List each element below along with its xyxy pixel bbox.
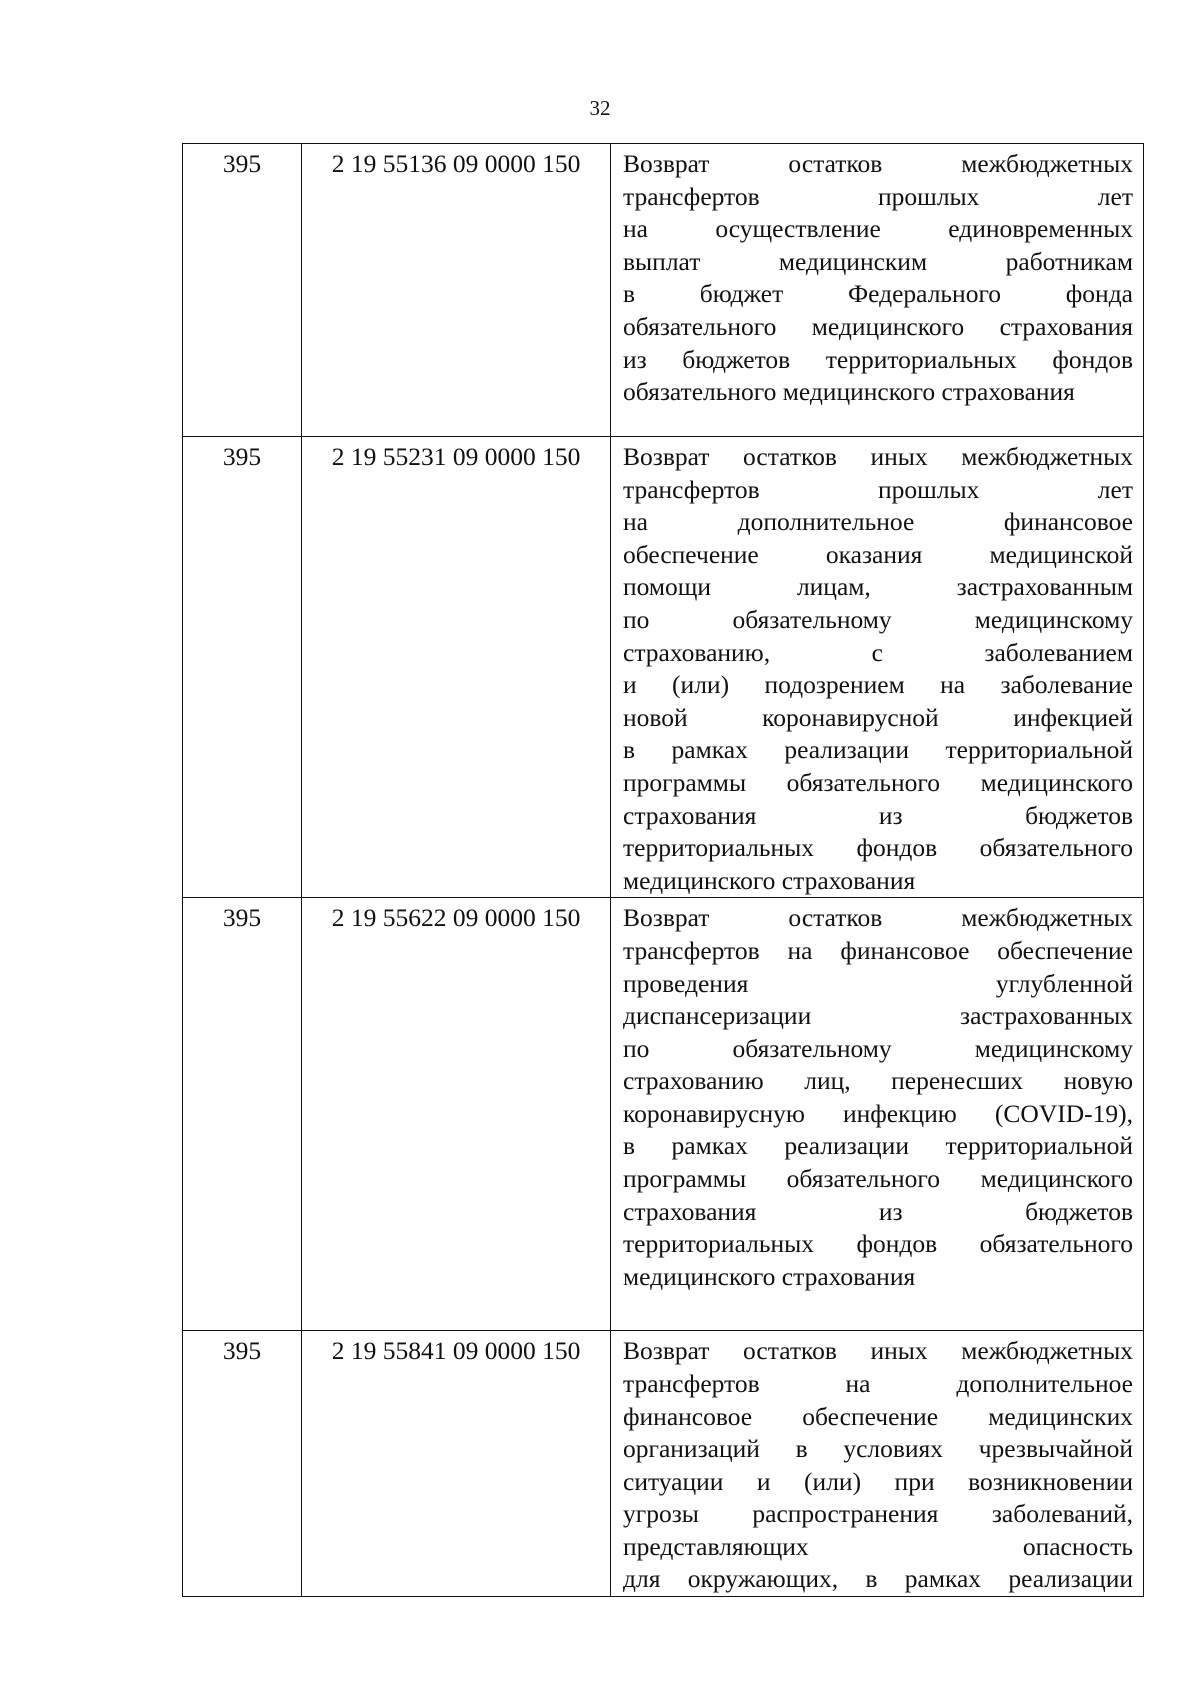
description-line: по обязательному медицинскому <box>623 1033 1133 1063</box>
description-line: трансфертов на дополнительное <box>623 1368 1133 1398</box>
budget-code-cell: 2 19 55136 09 0000 150 <box>302 144 611 437</box>
description-line: в рамках реализации территориальной <box>623 735 1133 765</box>
table-row <box>183 144 1144 437</box>
description-line: трансфертов прошлых лет <box>623 181 1133 211</box>
description-line: обязательного медицинского страхования <box>623 311 1133 341</box>
description-line: страхованию, с заболеванием <box>623 637 1133 667</box>
description-line: территориальных фондов обязательного <box>623 1229 1133 1259</box>
description-line: по обязательному медицинскому <box>623 604 1133 634</box>
description-line: коронавирусную инфекцию (COVID-19), <box>623 1098 1133 1128</box>
description-line: на осуществление единовременных <box>623 214 1133 244</box>
description-line: обеспечение оказания медицинской <box>623 539 1133 569</box>
description-line: помощи лицам, застрахованным <box>623 572 1133 602</box>
description-line: из бюджетов территориальных фондов <box>623 344 1133 374</box>
budget-code-cell: 2 19 55841 09 0000 150 <box>302 1331 611 1597</box>
description-line: на дополнительное финансовое <box>623 507 1133 537</box>
description-line: медицинского страхования <box>623 1261 916 1291</box>
budget-code-cell: 2 19 55231 09 0000 150 <box>302 437 611 898</box>
description-line: для окружающих, в рамках реализации <box>623 1564 1133 1594</box>
description-line: Возврат остатков межбюджетных <box>623 149 1133 178</box>
table-row <box>183 437 1144 898</box>
description-line: программы обязательного медицинского <box>623 767 1133 797</box>
description-line: программы обязательного медицинского <box>623 1164 1133 1194</box>
admin-code-cell: 395 <box>183 898 302 1331</box>
description-line: представляющих опасность <box>623 1531 1133 1561</box>
budget-code-cell: 2 19 55622 09 0000 150 <box>302 898 611 1331</box>
admin-code-cell: 395 <box>183 144 302 437</box>
description-cell <box>611 898 1144 1331</box>
description-line: проведения углубленной <box>623 968 1133 998</box>
description-line: территориальных фондов обязательного <box>623 833 1133 863</box>
description-line: Возврат остатков иных межбюджетных <box>623 442 1133 471</box>
page-number: 32 <box>589 96 611 120</box>
description-line: в рамках реализации территориальной <box>623 1131 1133 1161</box>
description-cell <box>611 437 1144 898</box>
table-row <box>183 898 1144 1331</box>
admin-code-cell: 395 <box>183 1331 302 1597</box>
description-line: новой коронавирусной инфекцией <box>623 702 1133 732</box>
description-line: страхованию лиц, перенесших новую <box>623 1066 1133 1096</box>
description-line: страхования из бюджетов <box>623 1196 1133 1226</box>
budget-codes-table <box>182 143 1144 1597</box>
description-line: страхования из бюджетов <box>623 800 1133 830</box>
description-line: финансовое обеспечение медицинских <box>623 1401 1133 1431</box>
description-line: Возврат остатков иных межбюджетных <box>623 1336 1133 1366</box>
description-line: ситуации и (или) при возникновении <box>623 1466 1133 1496</box>
description-line: и (или) подозрением на заболевание <box>623 670 1133 700</box>
description-cell <box>611 1331 1144 1597</box>
description-line: трансфертов прошлых лет <box>623 474 1133 504</box>
table-row <box>183 1331 1144 1597</box>
description-line: организаций в условиях чрезвычайной <box>623 1434 1133 1464</box>
description-line: Возврат остатков межбюджетных <box>623 903 1133 933</box>
description-line: обязательного медицинского страхования <box>623 377 1075 407</box>
admin-code-cell: 395 <box>183 437 302 898</box>
description-line: трансфертов на финансовое обеспечение <box>623 935 1133 965</box>
description-line: диспансеризации застрахованных <box>623 1001 1133 1031</box>
description-line: в бюджет Федерального фонда <box>623 279 1133 309</box>
description-line: угрозы распространения заболеваний, <box>623 1499 1133 1529</box>
description-cell <box>611 144 1144 437</box>
description-line: медицинского страхования <box>623 865 916 895</box>
description-line: выплат медицинским работникам <box>623 246 1133 276</box>
